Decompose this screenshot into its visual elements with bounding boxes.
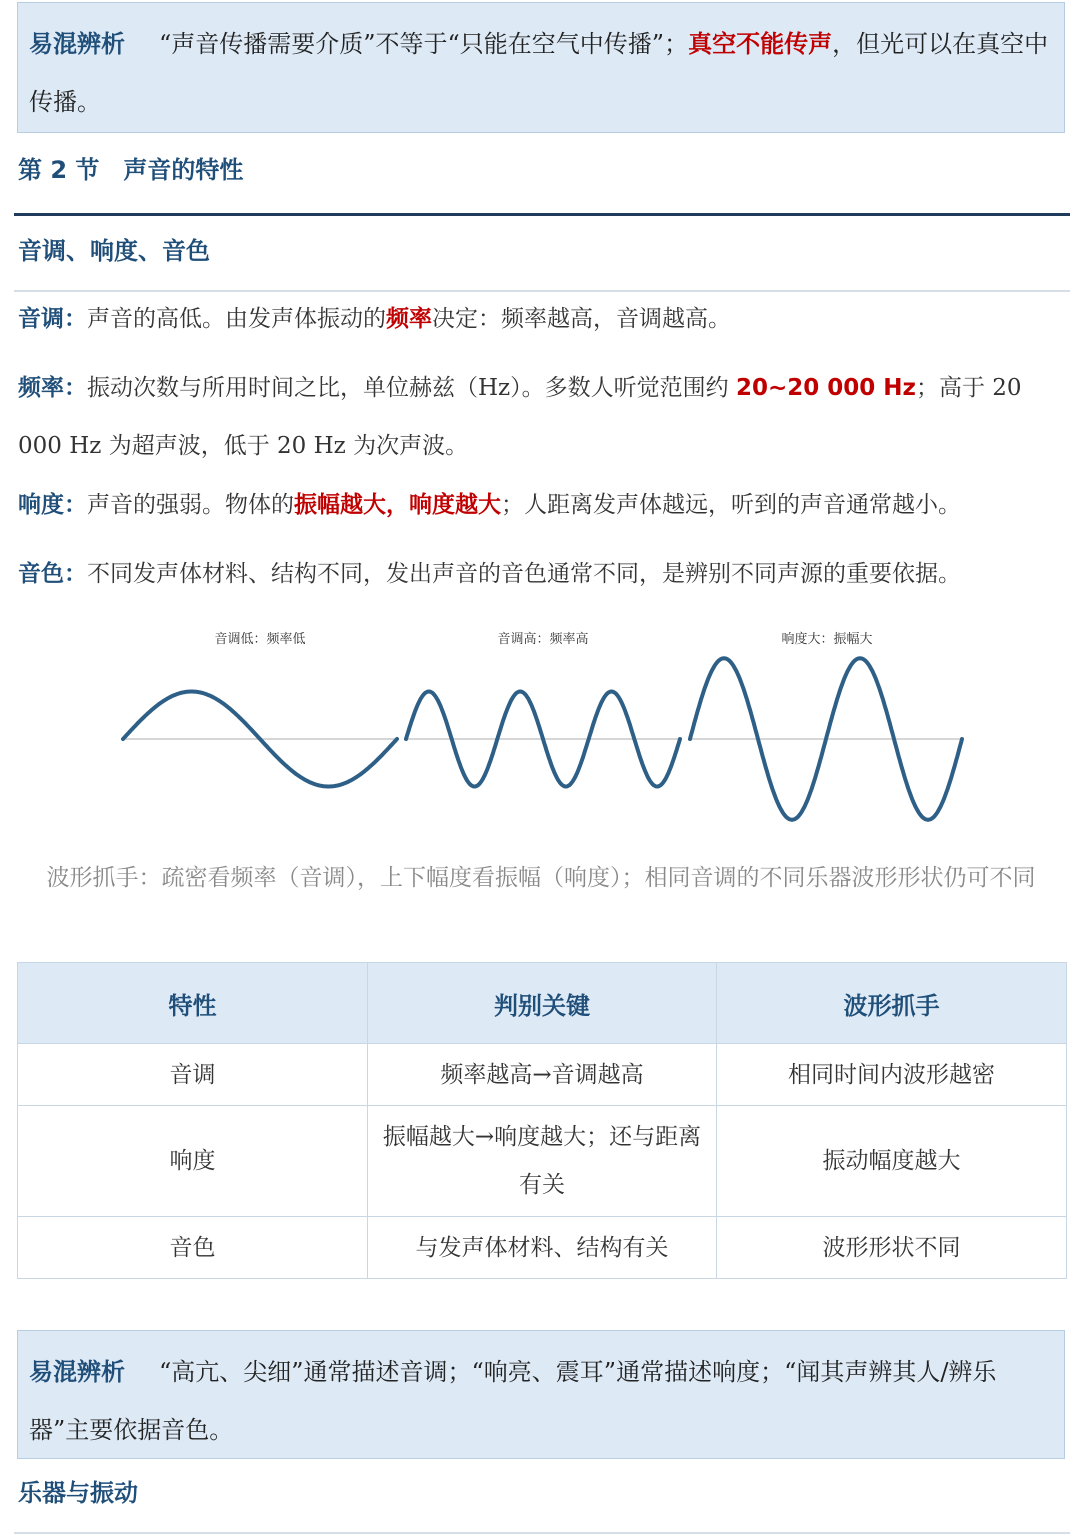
table-header: 波形抓手: [717, 963, 1067, 1044]
wave-label-large-amplitude: 响度大：振幅大: [781, 632, 873, 647]
frequency-highlight: 20~20 000 Hz: [736, 375, 916, 401]
pitch-paragraph: [18, 290, 1070, 348]
section-title: 第 2 节 声音的特性: [18, 156, 244, 184]
frequency-text-a: 振动次数与所用时间之比，单位赫兹（Hz）。多数人听觉范围约: [87, 375, 736, 401]
table-cell: 频率越高→音调越高: [368, 1044, 717, 1106]
pitch-text-a: 声音的高低。由发声体振动的: [87, 306, 386, 332]
table-header: 判别关键: [368, 963, 717, 1044]
pitch-highlight: 频率: [386, 306, 432, 332]
table-cell: 响度: [18, 1106, 368, 1217]
table-cell: 相同时间内波形越密: [717, 1044, 1067, 1106]
callout-tag: 易混辨析: [29, 1358, 125, 1386]
pitch-key: 音调：: [18, 306, 87, 332]
callout-highlight: 真空不能传声: [688, 30, 833, 58]
timbre-paragraph: [18, 545, 1070, 603]
confusion-callout-2: [17, 1330, 1065, 1459]
table-cell: 振幅越大→响度越大；还与距离有关: [368, 1106, 717, 1217]
timbre-text-a: 不同发声体材料、结构不同，发出声音的音色通常不同，是辨别不同声源的重要依据。: [87, 561, 961, 587]
pitch-text-b: 决定：频率越高，音调越高。: [432, 306, 731, 332]
callout-text: “高亢、尖细”通常描述音调；“响亮、震耳”通常描述响度；“闻其声辨其人/辨乐器”主要依据音色。: [29, 1358, 997, 1444]
table-row: [18, 1044, 1067, 1106]
wave-label-high-pitch: 音调高：频率高: [497, 632, 589, 647]
table-cell: 与发声体材料、结构有关: [368, 1217, 717, 1279]
timbre-key: 音色：: [18, 561, 87, 587]
sound-properties-table: [17, 962, 1067, 1279]
confusion-callout-1: [17, 2, 1065, 133]
subsection-divider: [14, 1532, 1070, 1534]
loudness-highlight: 振幅越大，响度越大: [294, 492, 501, 518]
callout-text-b: ，但光可以在真空中传播。: [29, 30, 1049, 116]
loudness-text-a: 声音的强弱。物体的: [87, 492, 294, 518]
loudness-key: 响度：: [18, 492, 87, 518]
wave-label-low-pitch: 音调低：频率低: [214, 632, 306, 647]
table-header-row: [18, 963, 1067, 1044]
table-header: 特性: [18, 963, 368, 1044]
table-cell: 振动幅度越大: [717, 1106, 1067, 1217]
waveform-caption: 波形抓手：疏密看频率（音调），上下幅度看振幅（响度）；相同音调的不同乐器波形形状仍可不同: [46, 865, 1036, 891]
table-row: [18, 1106, 1067, 1217]
frequency-paragraph: [18, 359, 1070, 475]
callout-text-a: “声音传播需要介质”不等于“只能在空气中传播”；: [159, 30, 689, 58]
frequency-key: 频率：: [18, 375, 87, 401]
subsection-title: 音调、响度、音色: [18, 237, 210, 265]
table-cell: 音色: [18, 1217, 368, 1279]
loudness-text-b: ；人距离发声体越远，听到的声音通常越小。: [501, 492, 961, 518]
table-cell: 音调: [18, 1044, 368, 1106]
loudness-paragraph: [18, 476, 1070, 534]
frequency-text-b: ；高于 20 000 Hz 为超声波，低于 20 Hz 为次声波。: [18, 375, 1022, 459]
waveform-figure: [0, 640, 1080, 840]
callout-tag: 易混辨析: [29, 30, 125, 58]
section-divider: [14, 213, 1070, 216]
table-row: [18, 1217, 1067, 1279]
subsection-title-instruments: 乐器与振动: [18, 1479, 138, 1507]
table-cell: 波形形状不同: [717, 1217, 1067, 1279]
